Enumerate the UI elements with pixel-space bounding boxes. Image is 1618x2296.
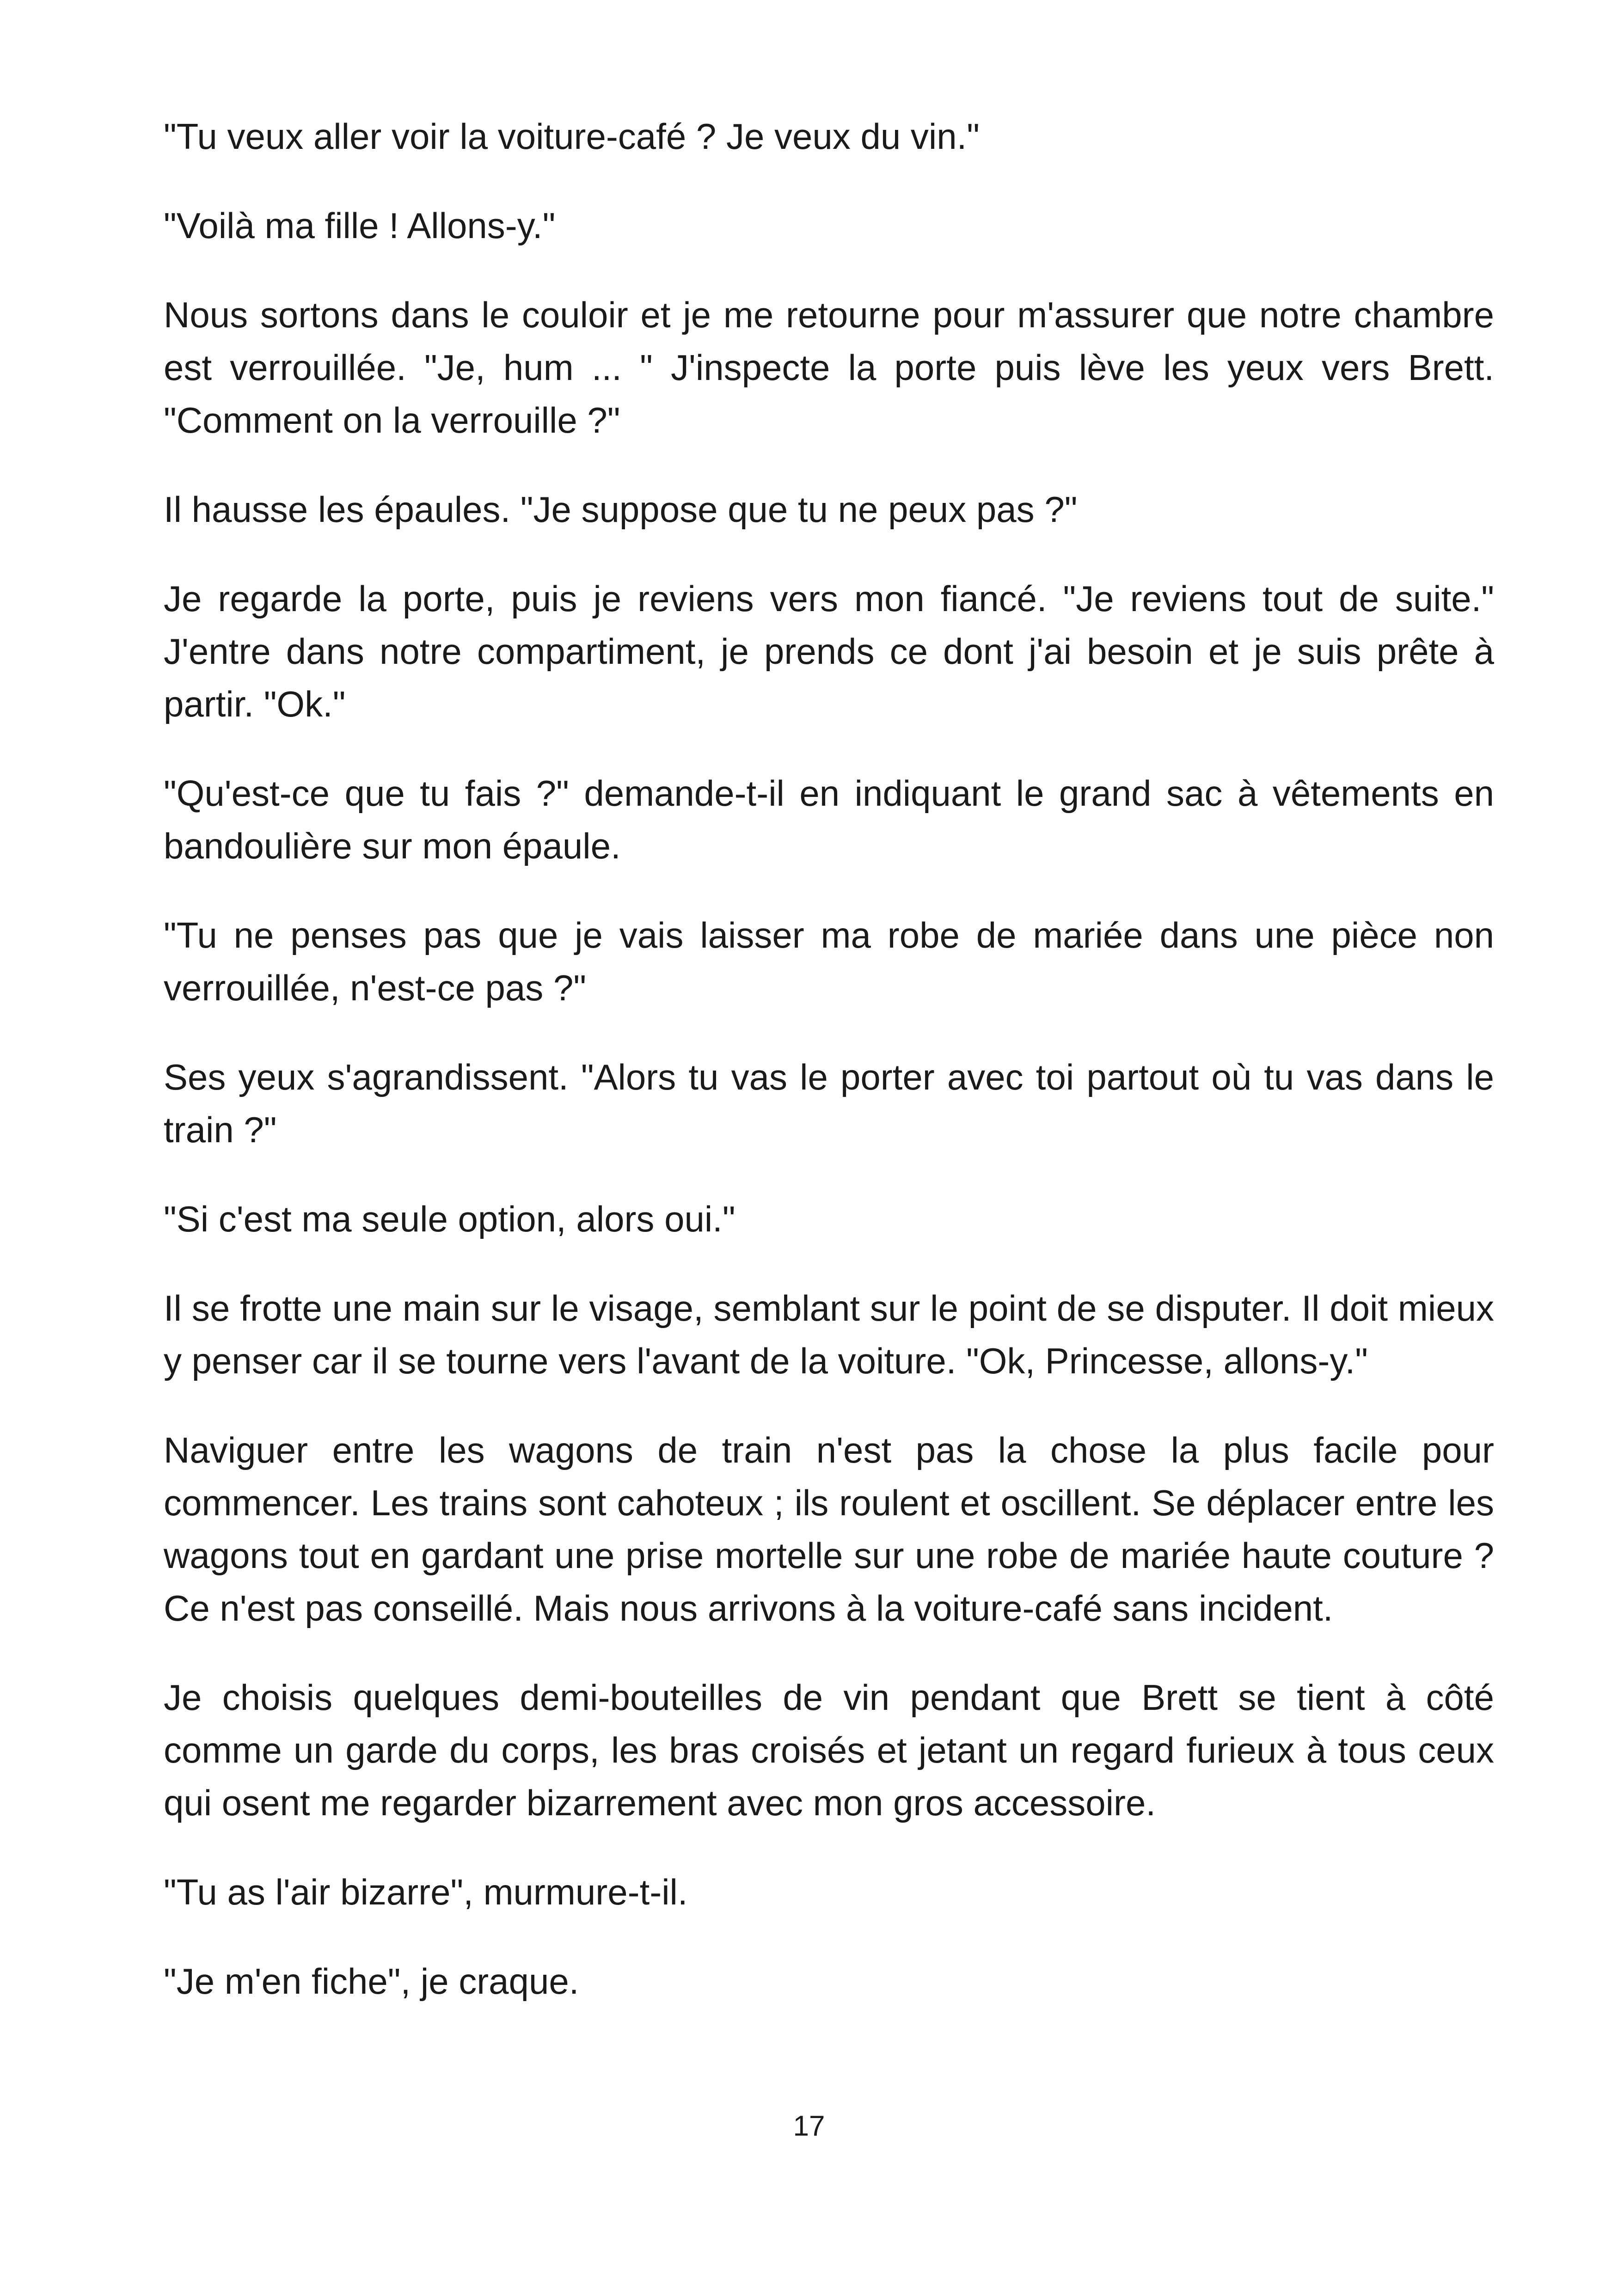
paragraph: "Tu veux aller voir la voiture-café ? Je veux du vin." bbox=[164, 116, 980, 157]
paragraph: "Tu ne penses pas que je vais laisser ma robe de mariée dans une pièce non verrouillée, n'est-ce pas ?" bbox=[164, 915, 1494, 1008]
paragraph: Je regarde la porte, puis je reviens vers mon fiancé. "Je reviens tout de suite." J'entre dans notre compartiment, je prends ce dont j'ai besoin et je suis prête à partir. "Ok." bbox=[164, 578, 1494, 724]
paragraph: "Qu'est-ce que tu fais ?" demande-t-il en indiquant le grand sac à vêtements en bandoulière sur mon épaule. bbox=[164, 773, 1494, 866]
body-text bbox=[164, 110, 1494, 2044]
paragraph: Je choisis quelques demi-bouteilles de vin pendant que Brett se tient à côté comme un garde du corps, les bras croisés et jetant un regard furieux à tous ceux qui osent me regarder bizarrement avec mon gros accessoire. bbox=[164, 1677, 1494, 1823]
paragraph: Il hausse les épaules. "Je suppose que tu ne peux pas ?" bbox=[164, 489, 1078, 530]
paragraph: "Si c'est ma seule option, alors oui." bbox=[164, 1199, 735, 1239]
paragraph: "Je m'en fiche", je craque. bbox=[164, 1961, 579, 2002]
paragraph: Naviguer entre les wagons de train n'est pas la chose la plus facile pour commencer. Les trains sont cahoteux ; ils roulent et oscillent. Se déplacer entre les wagons tout en gardant une prise mortelle sur une robe de mariée haute couture ? Ce n'est pas conseillé. Mais nous arrivons à la voiture-café sans incident. bbox=[164, 1430, 1494, 1629]
paragraph: Ses yeux s'agrandissent. "Alors tu vas le porter avec toi partout où tu vas dans le train ?" bbox=[164, 1057, 1494, 1150]
paragraph: "Voilà ma fille ! Allons-y." bbox=[164, 205, 556, 246]
paragraph: Nous sortons dans le couloir et je me retourne pour m'assurer que notre chambre est verrouillée. "Je, hum ... " J'inspecte la porte puis lève les yeux vers Brett. "Comment on la verrouille ?" bbox=[164, 294, 1494, 441]
paragraph: Il se frotte une main sur le visage, semblant sur le point de se disputer. Il doit mieux y penser car il se tourne vers l'avant de la voiture. "Ok, Princesse, allons-y." bbox=[164, 1288, 1494, 1381]
page-number: 17 bbox=[793, 2110, 825, 2142]
paragraph: "Tu as l'air bizarre", murmure-t-il. bbox=[164, 1872, 688, 1912]
